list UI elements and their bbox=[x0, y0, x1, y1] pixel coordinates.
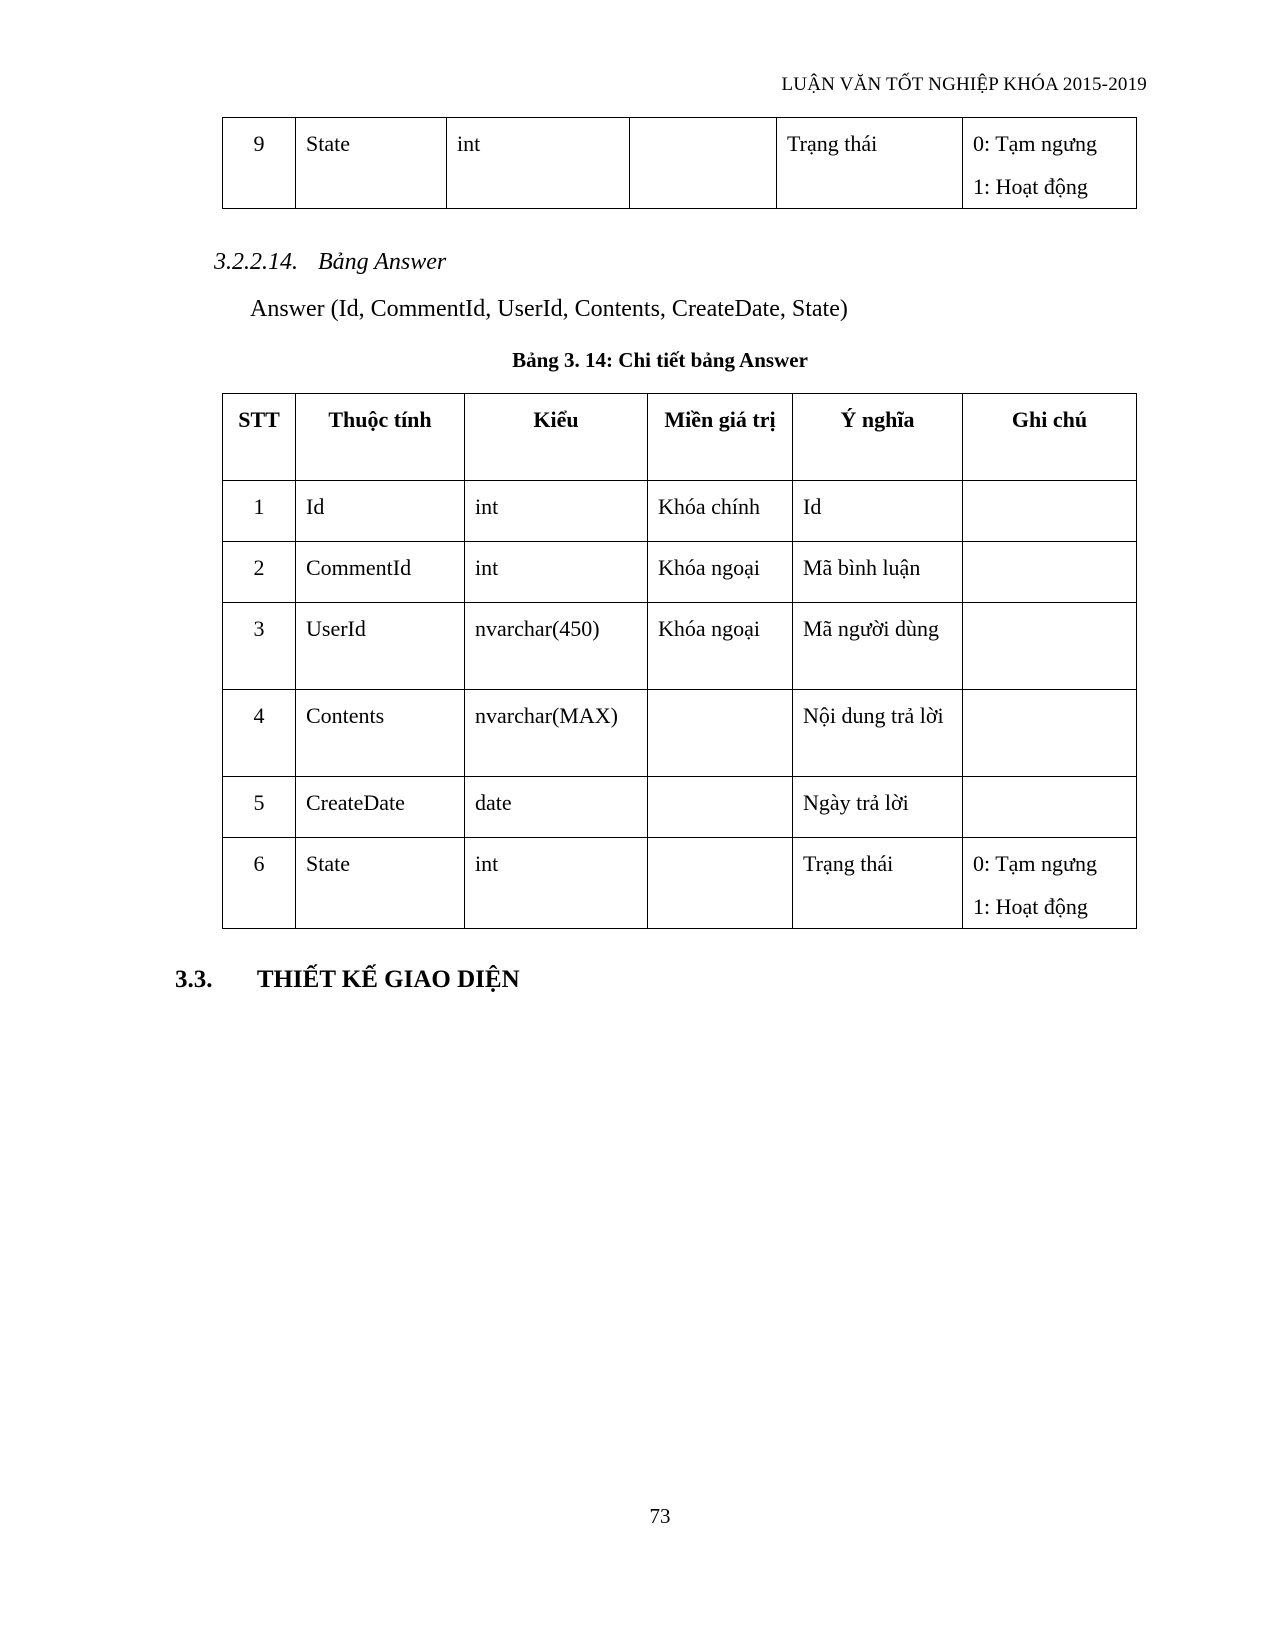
cell-note bbox=[963, 838, 1137, 929]
header-attribute: Thuộc tính bbox=[296, 394, 465, 481]
note-line: 1: Hoạt động bbox=[973, 174, 1088, 199]
previous-table-continuation bbox=[222, 117, 1137, 209]
cell-note bbox=[963, 542, 1137, 603]
cell-stt: 6 bbox=[223, 838, 296, 929]
cell-attribute: State bbox=[296, 838, 465, 929]
chapter-heading bbox=[175, 966, 520, 994]
section-heading bbox=[214, 249, 446, 276]
cell-stt: 9 bbox=[223, 118, 296, 209]
cell-note bbox=[963, 118, 1137, 209]
cell-attribute: State bbox=[296, 118, 447, 209]
cell-meaning: Ngày trả lời bbox=[793, 777, 963, 838]
answer-table bbox=[222, 393, 1137, 929]
page-number: 73 bbox=[649, 1504, 671, 1528]
section-title: Bảng Answer bbox=[318, 249, 447, 275]
note-line: 1: Hoạt động bbox=[973, 894, 1088, 919]
cell-type: int bbox=[465, 838, 648, 929]
cell-meaning: Mã bình luận bbox=[793, 542, 963, 603]
cell-meaning: Trạng thái bbox=[793, 838, 963, 929]
cell-domain bbox=[648, 777, 793, 838]
chapter-title: THIẾT KẾ GIAO DIỆN bbox=[256, 966, 520, 993]
table-row bbox=[223, 777, 1137, 838]
schema-definition: Answer (Id, CommentId, UserId, Contents, CreateDate, State) bbox=[250, 296, 848, 322]
table-row bbox=[223, 690, 1137, 777]
cell-stt: 4 bbox=[223, 690, 296, 777]
cell-domain: Khóa ngoại bbox=[648, 542, 793, 603]
cell-domain: Khóa ngoại bbox=[648, 603, 793, 690]
cell-domain bbox=[648, 838, 793, 929]
cell-attribute: UserId bbox=[296, 603, 465, 690]
cell-note bbox=[963, 777, 1137, 838]
cell-attribute: CommentId bbox=[296, 542, 465, 603]
header-note: Ghi chú bbox=[963, 394, 1137, 481]
cell-meaning: Mã người dùng bbox=[793, 603, 963, 690]
cell-type: int bbox=[447, 118, 630, 209]
cell-type: nvarchar(450) bbox=[465, 603, 648, 690]
cell-note bbox=[963, 690, 1137, 777]
table-header-row bbox=[223, 394, 1137, 481]
cell-type: date bbox=[465, 777, 648, 838]
cell-domain bbox=[648, 690, 793, 777]
section-number: 3.2.2.14. bbox=[214, 249, 298, 275]
header-stt: STT bbox=[223, 394, 296, 481]
table-row bbox=[223, 481, 1137, 542]
cell-note bbox=[963, 603, 1137, 690]
cell-domain bbox=[630, 118, 777, 209]
table-caption: Bảng 3. 14: Chi tiết bảng Answer bbox=[512, 348, 808, 372]
chapter-number: 3.3. bbox=[175, 966, 213, 993]
cell-meaning: Nội dung trả lời bbox=[793, 690, 963, 777]
table-row bbox=[223, 542, 1137, 603]
cell-type: int bbox=[465, 542, 648, 603]
running-header: LUẬN VĂN TỐT NGHIỆP KHÓA 2015-2019 bbox=[781, 74, 1147, 95]
cell-attribute: Contents bbox=[296, 690, 465, 777]
cell-domain: Khóa chính bbox=[648, 481, 793, 542]
cell-meaning: Trạng thái bbox=[777, 118, 963, 209]
cell-type: int bbox=[465, 481, 648, 542]
cell-meaning: Id bbox=[793, 481, 963, 542]
cell-stt: 1 bbox=[223, 481, 296, 542]
cell-stt: 3 bbox=[223, 603, 296, 690]
header-domain: Miền giá trị bbox=[648, 394, 793, 481]
header-type: Kiểu bbox=[465, 394, 648, 481]
cell-type: nvarchar(MAX) bbox=[465, 690, 648, 777]
cell-stt: 2 bbox=[223, 542, 296, 603]
table-row bbox=[223, 118, 1137, 209]
table-row bbox=[223, 838, 1137, 929]
cell-stt: 5 bbox=[223, 777, 296, 838]
note-line: 0: Tạm ngưng bbox=[973, 851, 1097, 876]
header-meaning: Ý nghĩa bbox=[793, 394, 963, 481]
table-row bbox=[223, 603, 1137, 690]
note-line: 0: Tạm ngưng bbox=[973, 131, 1097, 156]
cell-attribute: Id bbox=[296, 481, 465, 542]
cell-note bbox=[963, 481, 1137, 542]
cell-attribute: CreateDate bbox=[296, 777, 465, 838]
